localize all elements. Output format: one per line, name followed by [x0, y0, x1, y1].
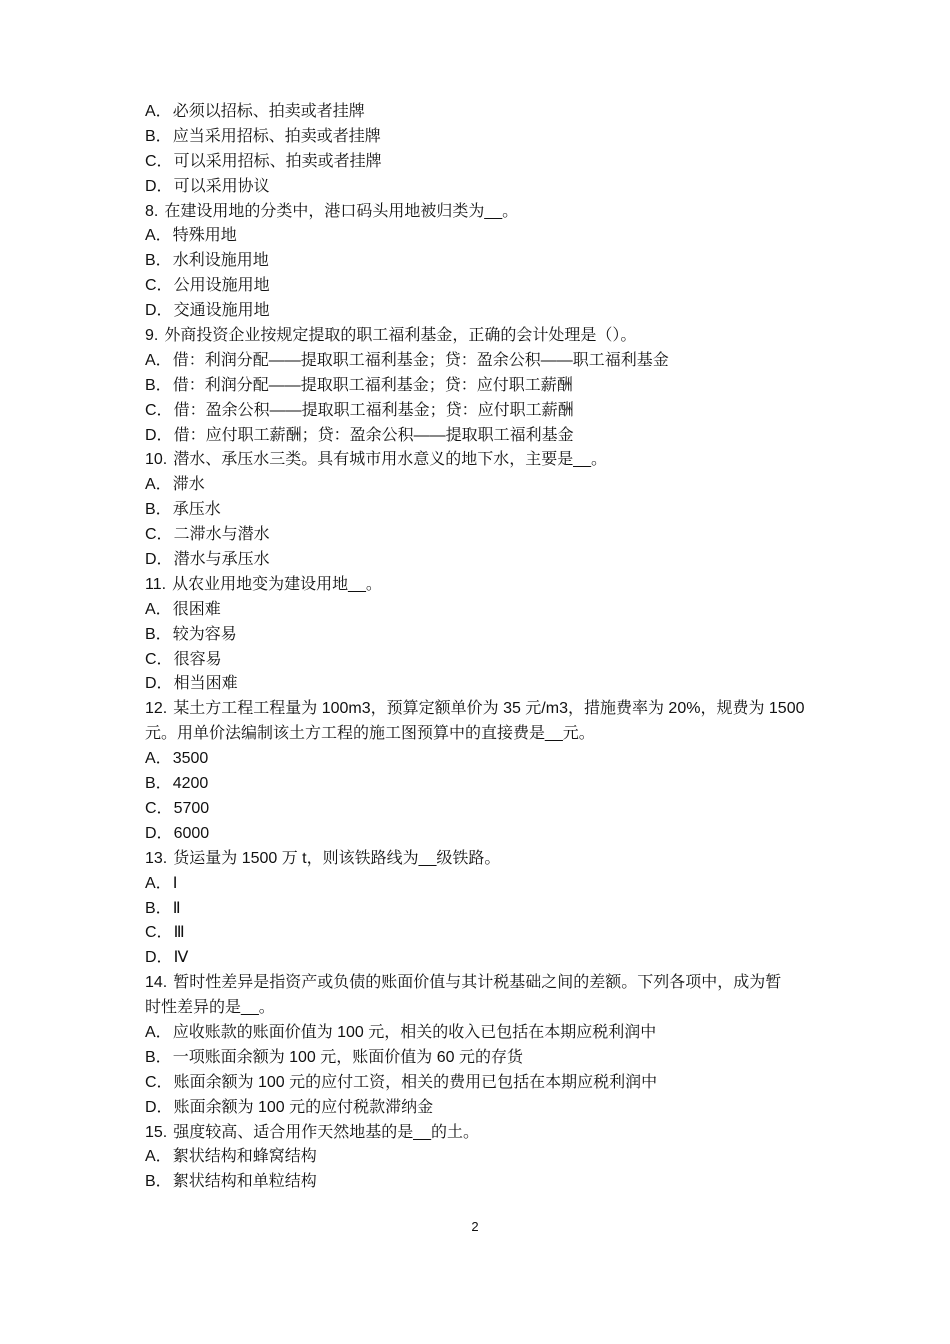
document-page-body — [145, 100, 845, 1195]
option-text: 很困难 — [172, 600, 221, 618]
option-label: C． — [145, 526, 173, 544]
option-text: 潜水与承压水 — [173, 551, 270, 569]
option-text: 6000 — [173, 824, 210, 842]
question-stem — [145, 847, 845, 872]
option-label: A． — [145, 600, 172, 618]
option-text: 较为容易 — [172, 625, 237, 643]
option-label: A． — [145, 476, 172, 494]
question-number: 8. — [145, 202, 159, 220]
option-label: A． — [145, 750, 172, 768]
option-line — [145, 424, 845, 449]
question-stem — [145, 971, 845, 996]
option-label: C． — [145, 401, 173, 419]
option-line — [145, 598, 845, 623]
option-text: 一项账面余额为 100 元，账面价值为 60 元的存货 — [172, 1048, 523, 1066]
option-line — [145, 349, 845, 374]
option-line — [145, 374, 845, 399]
option-line — [145, 872, 845, 897]
question-stem — [145, 324, 845, 349]
option-line — [145, 822, 845, 847]
option-text: 滞水 — [172, 476, 205, 494]
option-label: A． — [145, 227, 172, 245]
option-label: C． — [145, 799, 173, 817]
option-text: Ⅳ — [173, 949, 189, 967]
option-label: D． — [145, 426, 173, 444]
option-text: 水利设施用地 — [172, 252, 269, 270]
question-number: 12. — [145, 700, 168, 718]
option-text: 公用设施用地 — [173, 277, 270, 295]
question-stem — [145, 722, 845, 747]
option-text: 4200 — [172, 775, 209, 793]
option-label: D． — [145, 1098, 173, 1116]
option-line — [145, 1170, 845, 1195]
option-label: D． — [145, 949, 173, 967]
option-text: Ⅰ — [172, 874, 178, 892]
question-stem — [145, 200, 845, 225]
option-label: D． — [145, 302, 173, 320]
question-stem — [145, 573, 845, 598]
option-line — [145, 548, 845, 573]
option-line — [145, 274, 845, 299]
question-number: 10. — [145, 451, 168, 469]
option-line — [145, 1071, 845, 1096]
question-text: 从农业用地变为建设用地__。 — [172, 575, 382, 593]
option-line — [145, 772, 845, 797]
option-label: D． — [145, 551, 173, 569]
question-text: 潜水、承压水三类。具有城市用水意义的地下水，主要是__。 — [173, 451, 608, 469]
option-line — [145, 921, 845, 946]
option-label: B． — [145, 252, 172, 270]
question-stem — [145, 697, 845, 722]
option-line — [145, 672, 845, 697]
option-label: C． — [145, 277, 173, 295]
option-label: A． — [145, 874, 172, 892]
option-text: 特殊用地 — [172, 227, 237, 245]
option-line — [145, 1046, 845, 1071]
option-label: B． — [145, 1048, 172, 1066]
option-label: D． — [145, 177, 173, 195]
option-text: 絮状结构和单粒结构 — [172, 1173, 317, 1191]
option-label: C． — [145, 650, 173, 668]
option-line — [145, 473, 845, 498]
option-text: 可以采用协议 — [173, 177, 270, 195]
option-text: 借：盈余公积——提取职工福利基金；贷：应付职工薪酬 — [173, 401, 574, 419]
option-text: 账面余额为 100 元的应付税款滞纳金 — [173, 1098, 434, 1116]
option-text: 应当采用招标、拍卖或者挂牌 — [172, 127, 381, 145]
question-text: 暂时性差异是指资产或负债的账面价值与其计税基础之间的差额。下列各项中，成为暂 — [173, 974, 782, 992]
option-line — [145, 946, 845, 971]
question-text: 时性差异的是__。 — [145, 999, 275, 1017]
option-text: 絮状结构和蜂窝结构 — [172, 1148, 317, 1166]
option-line — [145, 399, 845, 424]
option-label: B． — [145, 625, 172, 643]
question-text: 货运量为 1500 万 t，则该铁路线为__级铁路。 — [173, 849, 501, 867]
option-line — [145, 897, 845, 922]
option-text: 借：利润分配——提取职工福利基金；贷：盈余公积——职工福利基金 — [172, 351, 669, 369]
option-text: 必须以招标、拍卖或者挂牌 — [172, 103, 365, 120]
option-text: 很容易 — [173, 650, 222, 668]
option-text: 交通设施用地 — [173, 302, 270, 320]
question-number: 14. — [145, 974, 168, 992]
question-text: 强度较高、适合用作天然地基的是__的土。 — [173, 1123, 480, 1141]
option-text: 借：利润分配——提取职工福利基金；贷：应付职工薪酬 — [172, 376, 573, 394]
option-label: A． — [145, 103, 172, 120]
option-label: B． — [145, 127, 172, 145]
option-text: 可以采用招标、拍卖或者挂牌 — [173, 152, 382, 170]
option-line — [145, 175, 845, 200]
option-label: B． — [145, 376, 172, 394]
question-stem — [145, 996, 845, 1021]
option-text: 应收账款的账面价值为 100 元，相关的收入已包括在本期应税利润中 — [172, 1023, 657, 1041]
option-line — [145, 623, 845, 648]
option-line — [145, 1145, 845, 1170]
option-label: C． — [145, 152, 173, 170]
option-line — [145, 498, 845, 523]
option-text: 借：应付职工薪酬；贷：盈余公积——提取职工福利基金 — [173, 426, 574, 444]
option-label: D． — [145, 675, 173, 693]
option-text: 承压水 — [172, 501, 221, 519]
option-line — [145, 747, 845, 772]
page-number: 2 — [471, 1219, 479, 1234]
option-label: C． — [145, 924, 173, 942]
option-label: B． — [145, 899, 172, 917]
option-label: B． — [145, 1173, 172, 1191]
question-stem — [145, 1121, 845, 1146]
option-text: 相当困难 — [173, 675, 238, 693]
question-number: 13. — [145, 849, 168, 867]
option-line — [145, 224, 845, 249]
question-number: 15. — [145, 1123, 168, 1141]
option-text: 账面余额为 100 元的应付工资，相关的费用已包括在本期应税利润中 — [173, 1073, 658, 1091]
option-label: A． — [145, 1148, 172, 1166]
option-text: 5700 — [173, 799, 210, 817]
option-line — [145, 125, 845, 150]
option-text: 二滞水与潜水 — [173, 526, 270, 544]
option-line — [145, 100, 845, 125]
question-number: 9. — [145, 327, 159, 345]
question-text: 在建设用地的分类中，港口码头用地被归类为__。 — [164, 202, 519, 220]
question-text: 某土方工程工程量为 100m3，预算定额单价为 35 元/m3，措施费率为 20%，规费为 1500 — [173, 700, 805, 718]
option-label: A． — [145, 1023, 172, 1041]
option-line — [145, 1021, 845, 1046]
option-line — [145, 648, 845, 673]
option-text: Ⅲ — [173, 924, 185, 942]
option-line — [145, 150, 845, 175]
option-label: A． — [145, 351, 172, 369]
option-line — [145, 1096, 845, 1121]
option-line — [145, 797, 845, 822]
option-label: B． — [145, 501, 172, 519]
option-label: D． — [145, 824, 173, 842]
question-text: 外商投资企业按规定提取的职工福利基金，正确的会计处理是（）。 — [164, 327, 637, 345]
question-stem — [145, 448, 845, 473]
option-text: 3500 — [172, 750, 209, 768]
question-number: 11. — [145, 575, 167, 593]
question-text: 元。用单价法编制该土方工程的施工图预算中的直接费是__元。 — [145, 725, 595, 743]
option-line — [145, 249, 845, 274]
option-line — [145, 523, 845, 548]
option-line — [145, 299, 845, 324]
option-label: B． — [145, 775, 172, 793]
option-label: C． — [145, 1073, 173, 1091]
option-text: Ⅱ — [172, 899, 181, 917]
